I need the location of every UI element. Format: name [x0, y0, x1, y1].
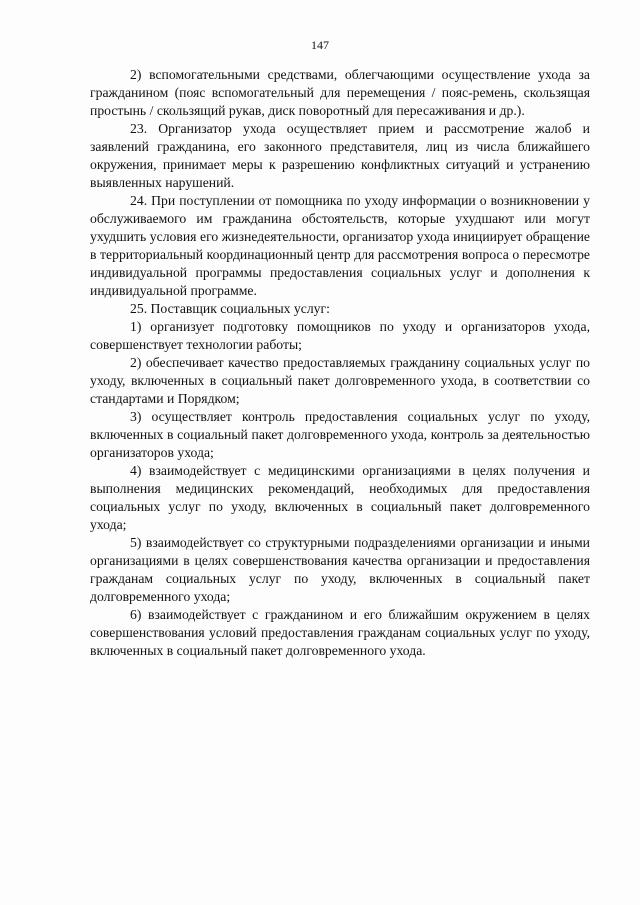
paragraph-item-2-aids: 2) вспомогательными средствами, облегчающими осуществление ухода за гражданином (пояс вспомогательный для перемещения / пояс-ремень, скользящая простынь / скользящий рукав, диск поворотный для пересаживания и др.). — [90, 67, 590, 118]
document-body — [90, 66, 590, 660]
paragraph-23: 23. Организатор ухода осуществляет прием и рассмотрение жалоб и заявлений гражданина, его законного представителя, лиц из числа ближайшего окружения, принимает меры к разрешению конфликтных ситуаций и устранению выявленных нарушений. — [90, 121, 590, 190]
paragraph-25-heading: 25. Поставщик социальных услуг: — [130, 301, 330, 316]
paragraph-25-item-6: 6) взаимодействует с гражданином и его ближайшим окружением в целях совершенствования условий предоставления гражданам социальных услуг по уходу, включенных в социальный пакет долговременного ухода. — [90, 607, 590, 658]
paragraph-25-item-3: 3) осуществляет контроль предоставления социальных услуг по уходу, включенных в социальный пакет долговременного ухода, контроль за деятельностью организаторов ухода; — [90, 409, 590, 460]
page-number: 147 — [311, 38, 329, 52]
paragraph-25-item-4: 4) взаимодействует с медицинскими организациями в целях получения и выполнения медицинских рекомендаций, необходимых для предоставления социальных услуг по уходу, включенных в социальный пакет долговременного ухода; — [90, 463, 590, 532]
paragraph-24: 24. При поступлении от помощника по уходу информации о возникновении у обслуживаемого им гражданина обстоятельств, которые ухудшают или могут ухудшить условия его жизнедеятельности, организатор ухода инициирует обращение в территориальный координационный центр для рассмотрения вопроса о пересмотре индивидуальной программы предоставления социальных услуг и дополнения к индивидуальной программе. — [90, 193, 590, 298]
paragraph-25-item-1: 1) организует подготовку помощников по уходу и организаторов ухода, совершенствует технологии работы; — [90, 319, 590, 352]
paragraph-25-item-5: 5) взаимодействует со структурными подразделениями организации и иными организациями в целях совершенствования качества организации и предоставления гражданам социальных услуг по уходу, включенных в социальный пакет долговременного ухода; — [90, 535, 590, 604]
paragraph-25-item-2: 2) обеспечивает качество предоставляемых гражданину социальных услуг по уходу, включенных в социальный пакет долговременного ухода, в соответствии со стандартами и Порядком; — [90, 355, 590, 406]
